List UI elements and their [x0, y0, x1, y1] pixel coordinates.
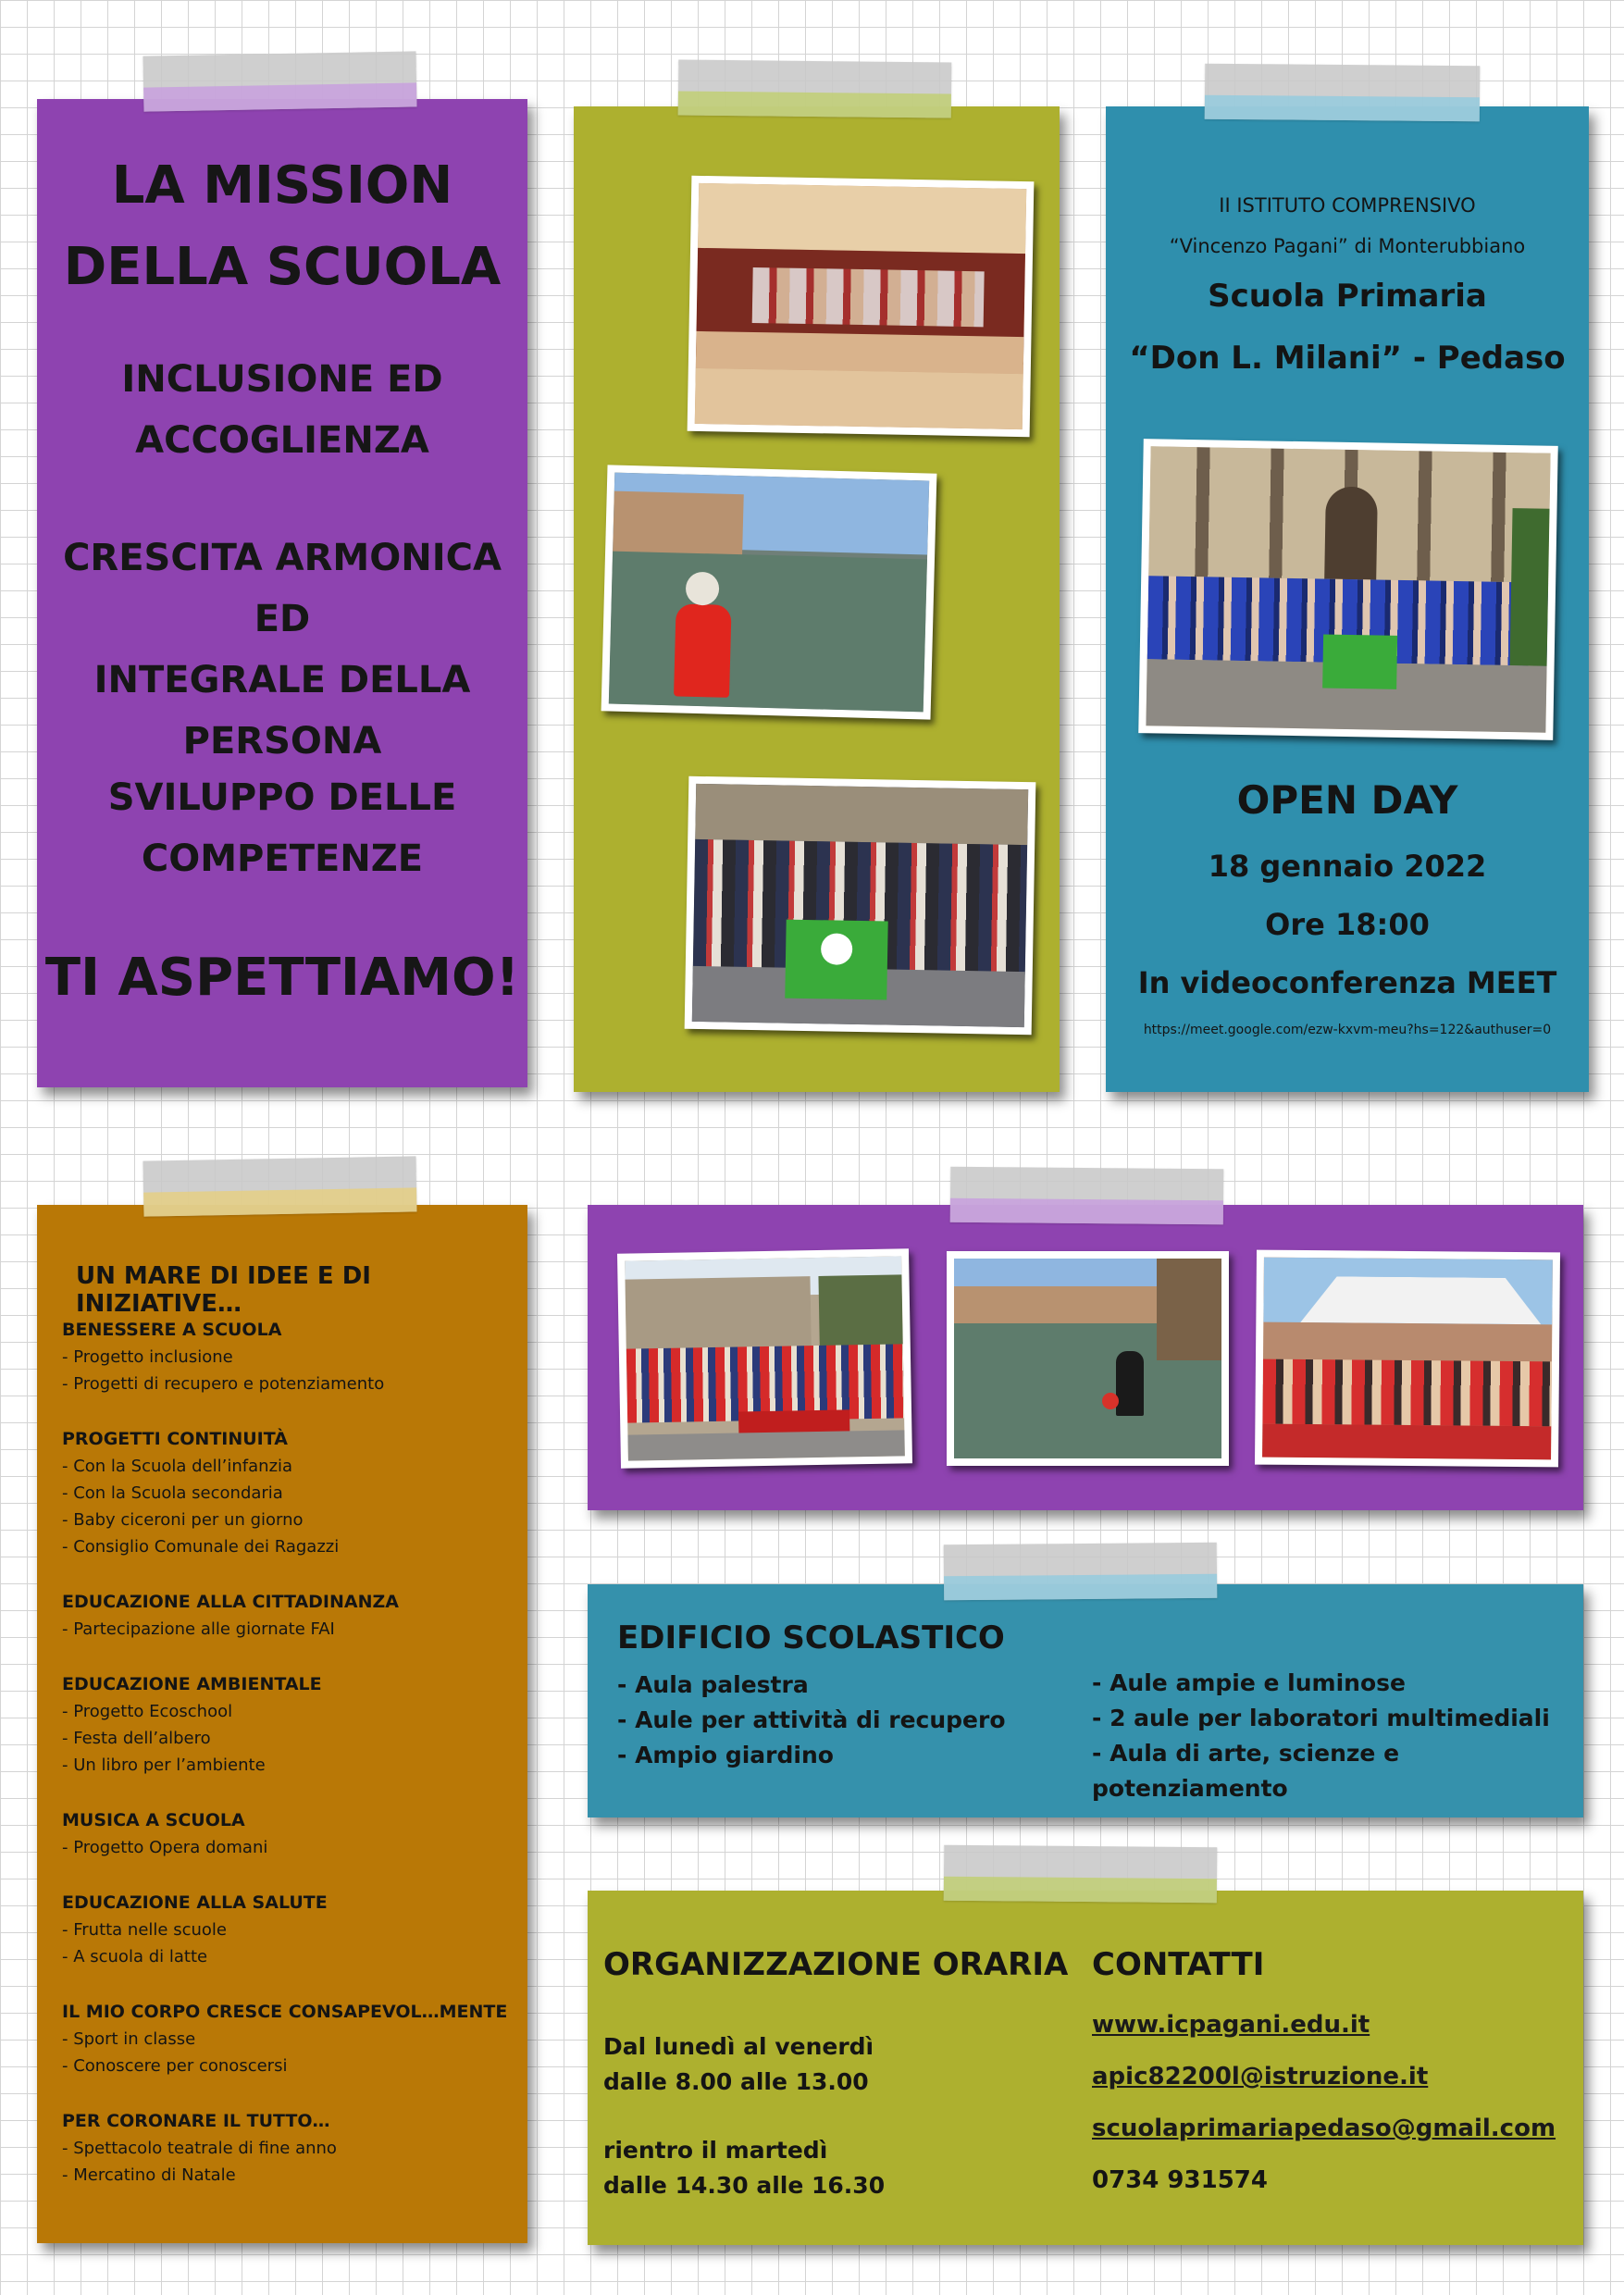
initiative-group-title: EDUCAZIONE AMBIENTALE [62, 1674, 322, 1694]
eco-schools-flag-icon [785, 920, 887, 1000]
initiative-group [62, 1806, 518, 1861]
initiative-group [62, 2107, 518, 2189]
initiative-group-title: BENESSERE A SCUOLA [62, 1320, 282, 1340]
initiatives-heading: UN MARE DI IDEE E DI INIZIATIVE… [76, 1262, 371, 1318]
email-institute-link[interactable]: apic82200l@istruzione.it [1092, 2063, 1429, 2090]
building-features-right [1092, 1666, 1583, 1806]
initiative-item: - Mercatino di Natale [62, 2165, 236, 2185]
building-features-left [617, 1668, 1006, 1773]
photo-playground [601, 465, 937, 719]
building-feature: - Aule ampie e luminose [1092, 1669, 1406, 1696]
initiative-group [62, 1670, 518, 1779]
tape [950, 1167, 1224, 1225]
meet-link[interactable]: https://meet.google.com/ezw-kxvm-meu?hs=122&authuser=0 [1143, 1023, 1552, 1037]
photos-card [574, 106, 1060, 1092]
photo-theater [688, 176, 1035, 437]
contacts-title: CONTATTI [1092, 1946, 1265, 1983]
phone-number: 0734 931574 [1092, 2166, 1268, 2194]
initiative-item: - Spettacolo teatrale di fine anno [62, 2139, 337, 2158]
tape [944, 1543, 1218, 1601]
initiative-group-title: PER CORONARE IL TUTTO… [62, 2111, 330, 2131]
website-link[interactable]: www.icpagani.edu.it [1092, 2011, 1370, 2039]
schedule-contacts-card [588, 1891, 1583, 2245]
school-label: Scuola Primaria [1208, 278, 1487, 315]
mission-item-inclusion: INCLUSIONE ED ACCOGLIENZA [121, 358, 443, 462]
initiatives-card [37, 1205, 527, 2243]
institute-name: “Vincenzo Pagani” di Monterubbiano [1169, 235, 1526, 257]
initiative-group [62, 1316, 518, 1397]
initiative-item: - Progetto inclusione [62, 1347, 233, 1367]
photo-school-building [1138, 439, 1557, 740]
initiative-item: - Progetto Opera domani [62, 1838, 268, 1857]
initiative-item: - Con la Scuola dell’infanzia [62, 1457, 293, 1476]
mission-item-growth: CRESCITA ARMONICA ED INTEGRALE DELLA PERSONA [63, 537, 502, 763]
institute-label: II ISTITUTO COMPRENSIVO [1219, 194, 1476, 217]
building-feature: - Aula palestra [617, 1671, 809, 1698]
schedule-title: ORGANIZZAZIONE ORARIA [603, 1946, 1069, 1983]
initiative-group [62, 1425, 518, 1560]
initiative-item: - Sport in classe [62, 2029, 196, 2049]
photo-christmas-market [1255, 1250, 1560, 1468]
initiative-item: - Progetto Ecoschool [62, 1702, 233, 1721]
open-day-date: 18 gennaio 2022 [1208, 849, 1487, 884]
initiative-item: - Un libro per l’ambiente [62, 1755, 266, 1775]
initiatives-list [62, 1316, 518, 2216]
photo-basketball [947, 1251, 1229, 1466]
mission-title: LA MISSION DELLA SCUOLA [63, 155, 502, 297]
building-title: EDIFICIO SCOLASTICO [617, 1619, 1005, 1656]
initiative-item: - Con la Scuola secondaria [62, 1483, 283, 1503]
building-feature: - 2 aule per laboratori multimediali [1092, 1705, 1550, 1731]
photo-choir [617, 1248, 912, 1468]
building-feature: - Aule per attività di recupero [617, 1706, 1006, 1733]
initiative-group-title: PROGETTI CONTINUITÀ [62, 1429, 288, 1449]
schedule-weekdays: Dal lunedì al venerdì dalle 8.00 alle 13.00 [603, 2033, 874, 2095]
tape [143, 1156, 416, 1216]
open-day-title: OPEN DAY [1236, 777, 1458, 823]
tape [944, 1845, 1218, 1904]
open-day-time: Ore 18:00 [1265, 907, 1430, 942]
initiative-item: - Frutta nelle scuole [62, 1920, 227, 1940]
schedule-tuesday: rientro il martedì dalle 14.30 alle 16.30 [603, 2137, 886, 2199]
initiative-item: - Consiglio Comunale dei Ragazzi [62, 1537, 340, 1557]
mission-card [37, 99, 527, 1087]
tape [678, 59, 952, 118]
initiative-item: - Festa dell’albero [62, 1729, 211, 1748]
building-feature: - Ampio giardino [617, 1742, 834, 1768]
building-feature: - Aula di arte, scienze e potenziamento [1092, 1740, 1400, 1802]
initiative-group [62, 1588, 518, 1643]
initiative-group-title: EDUCAZIONE ALLA SALUTE [62, 1892, 328, 1913]
mission-closing: TI ASPETTIAMO! [44, 948, 520, 1008]
open-day-mode: In videoconferenza MEET [1137, 965, 1557, 1000]
school-name: “Don L. Milani” - Pedaso [1129, 340, 1566, 377]
initiative-group-title: MUSICA A SCUOLA [62, 1810, 245, 1830]
tape [1205, 64, 1481, 122]
initiative-group-title: IL MIO CORPO CRESCE CONSAPEVOL…MENTE [62, 2002, 508, 2022]
email-school-link[interactable]: scuolaprimariapedaso@gmail.com [1092, 2115, 1556, 2142]
initiative-item: - Conoscere per conoscersi [62, 2056, 288, 2076]
building-card [588, 1584, 1583, 1817]
initiative-item: - Partecipazione alle giornate FAI [62, 1619, 335, 1639]
mission-item-skills: SVILUPPO DELLE COMPETENZE [107, 776, 457, 880]
initiative-item: - Progetti di recupero e potenziamento [62, 1374, 385, 1394]
photo-eco-schools [685, 776, 1036, 1036]
initiative-group [62, 1998, 518, 2079]
initiative-group-title: EDUCAZIONE ALLA CITTADINANZA [62, 1592, 399, 1612]
photo-strip-card [588, 1205, 1583, 1510]
initiative-item: - A scuola di latte [62, 1947, 208, 1966]
tape [143, 51, 416, 111]
info-card [1106, 106, 1589, 1092]
initiative-item: - Baby ciceroni per un giorno [62, 1510, 304, 1530]
initiative-group [62, 1889, 518, 1970]
